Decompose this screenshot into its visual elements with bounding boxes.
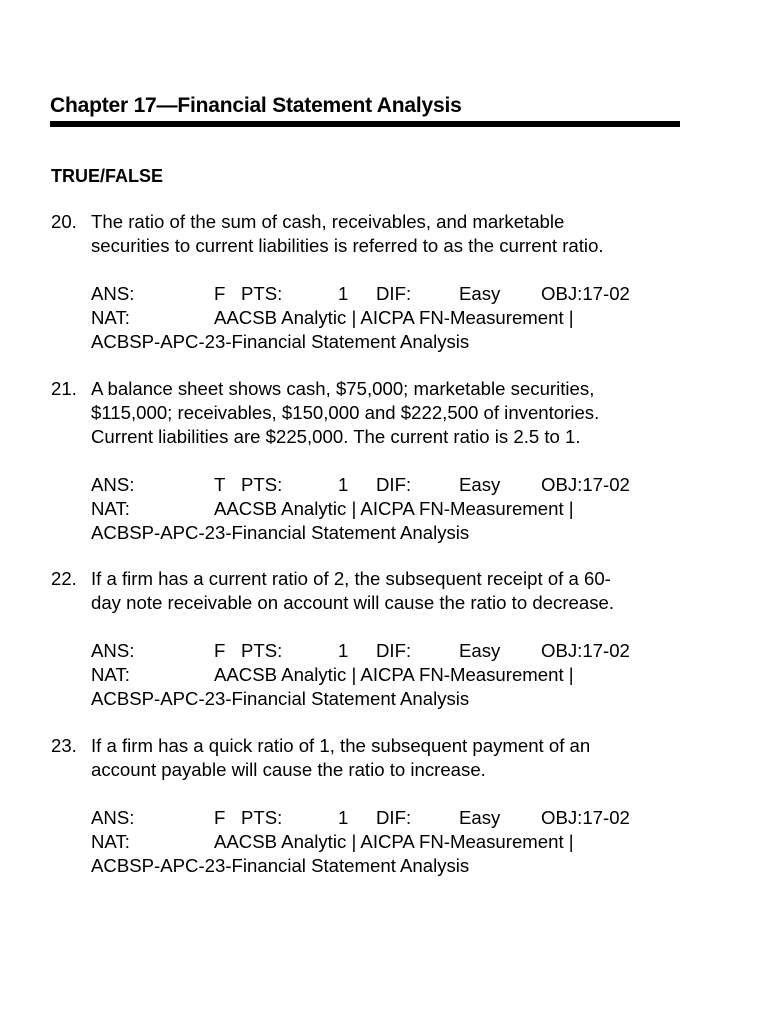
nat-label: NAT:: [91, 831, 130, 852]
question-number: 22.: [51, 568, 77, 589]
title-rule: [50, 121, 680, 127]
dif-label: DIF:: [376, 807, 412, 828]
acbsp-value: ACBSP-APC-23-Financial Statement Analysis: [91, 522, 470, 543]
question-line: account payable will cause the ratio to increase.: [91, 759, 486, 780]
pts-value: 1: [338, 283, 349, 304]
answer-row: [91, 473, 691, 497]
ans-value: T: [214, 474, 226, 495]
ans-label: ANS:: [91, 807, 135, 828]
acbsp-row: [91, 521, 691, 545]
question-text: [91, 210, 691, 258]
dif-label: DIF:: [376, 283, 412, 304]
acbsp-value: ACBSP-APC-23-Financial Statement Analysis: [91, 688, 470, 709]
dif-label: DIF:: [376, 474, 412, 495]
acbsp-row: [91, 854, 691, 878]
question-text: [91, 377, 691, 449]
answer-metadata: [91, 282, 691, 354]
pts-value: 1: [338, 640, 349, 661]
nat-value: AACSB Analytic | AICPA FN-Measurement |: [214, 831, 574, 852]
dif-value: Easy: [459, 640, 501, 661]
nat-value: AACSB Analytic | AICPA FN-Measurement |: [214, 498, 574, 519]
question-number: 21.: [51, 378, 77, 399]
question-line: day note receivable on account will cause the ratio to decrease.: [91, 592, 615, 613]
ans-label: ANS:: [91, 283, 135, 304]
question-line: The ratio of the sum of cash, receivables, and marketable: [91, 211, 565, 232]
acbsp-row: [91, 687, 691, 711]
question-text: [91, 567, 691, 615]
acbsp-value: ACBSP-APC-23-Financial Statement Analysis: [91, 331, 470, 352]
nat-label: NAT:: [91, 664, 130, 685]
dif-value: Easy: [459, 807, 501, 828]
dif-label: DIF:: [376, 640, 412, 661]
question-number: 20.: [51, 211, 77, 232]
nat-row: [91, 497, 691, 521]
pts-value: 1: [338, 807, 349, 828]
obj-value: OBJ:17-02: [541, 640, 630, 661]
answer-metadata: [91, 639, 691, 711]
ans-value: F: [214, 640, 226, 661]
ans-value: F: [214, 807, 226, 828]
answer-metadata: [91, 473, 691, 545]
nat-value: AACSB Analytic | AICPA FN-Measurement |: [214, 664, 574, 685]
nat-label: NAT:: [91, 307, 130, 328]
chapter-title: Chapter 17—Financial Statement Analysis: [50, 94, 462, 117]
nat-label: NAT:: [91, 498, 130, 519]
ans-label: ANS:: [91, 640, 135, 661]
dif-value: Easy: [459, 474, 501, 495]
answer-row: [91, 639, 691, 663]
question-line: If a firm has a quick ratio of 1, the subsequent payment of an: [91, 735, 591, 756]
pts-label: PTS:: [241, 474, 283, 495]
pts-label: PTS:: [241, 807, 283, 828]
nat-row: [91, 830, 691, 854]
ans-label: ANS:: [91, 474, 135, 495]
pts-label: PTS:: [241, 283, 283, 304]
answer-row: [91, 282, 691, 306]
acbsp-value: ACBSP-APC-23-Financial Statement Analysis: [91, 855, 470, 876]
dif-value: Easy: [459, 283, 501, 304]
obj-value: OBJ:17-02: [541, 474, 630, 495]
obj-value: OBJ:17-02: [541, 283, 630, 304]
pts-label: PTS:: [241, 640, 283, 661]
section-heading: TRUE/FALSE: [51, 166, 164, 186]
obj-value: OBJ:17-02: [541, 807, 630, 828]
question-text: [91, 734, 691, 782]
question-line: If a firm has a current ratio of 2, the subsequent receipt of a 60-: [91, 568, 611, 589]
question-line: $115,000; receivables, $150,000 and $222,500 of inventories.: [91, 402, 600, 423]
nat-value: AACSB Analytic | AICPA FN-Measurement |: [214, 307, 574, 328]
question-line: Current liabilities are $225,000. The current ratio is 2.5 to 1.: [91, 426, 581, 447]
answer-metadata: [91, 806, 691, 878]
answer-row: [91, 806, 691, 830]
nat-row: [91, 306, 691, 330]
question-line: securities to current liabilities is referred to as the current ratio.: [91, 235, 604, 256]
nat-row: [91, 663, 691, 687]
acbsp-row: [91, 330, 691, 354]
pts-value: 1: [338, 474, 349, 495]
ans-value: F: [214, 283, 226, 304]
question-line: A balance sheet shows cash, $75,000; marketable securities,: [91, 378, 595, 399]
question-number: 23.: [51, 735, 77, 756]
